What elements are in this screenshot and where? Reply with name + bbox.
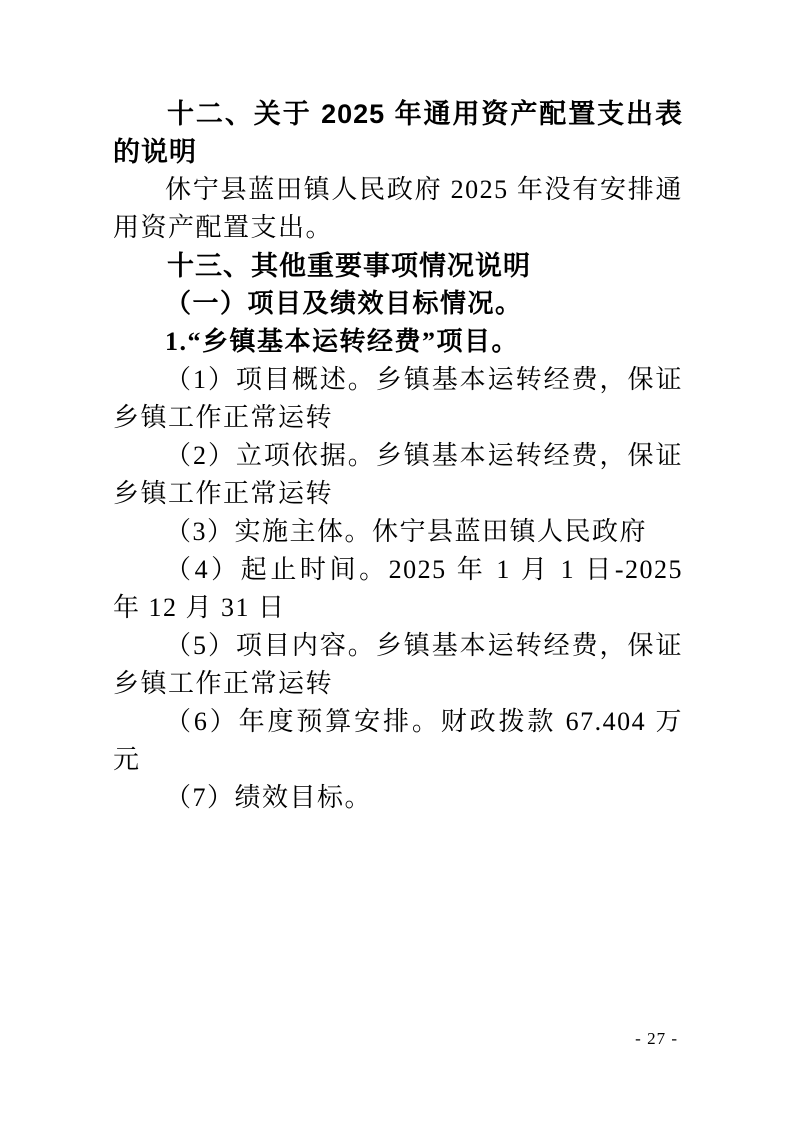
section-heading-12: 十二、关于 2025 年通用资产配置支出表的说明 bbox=[113, 99, 683, 167]
item-1-project-overview: （1）项目概述。乡镇基本运转经费，保证乡镇工作正常运转 bbox=[113, 365, 683, 432]
item-4-time-span: （4）起止时间。2025 年 1 月 1 日-2025 年 12 月 31 日 bbox=[113, 555, 683, 622]
item-7-performance-goal: （7）绩效目标。 bbox=[165, 783, 373, 812]
item-3-implementing-body: （3）实施主体。休宁县蓝田镇人民政府 bbox=[165, 517, 648, 546]
section-heading-13: 十三、其他重要事项情况说明 bbox=[167, 251, 531, 281]
document-content bbox=[113, 95, 683, 817]
item-5-project-content: （5）项目内容。乡镇基本运转经费，保证乡镇工作正常运转 bbox=[113, 631, 683, 698]
project-title: 1.“乡镇基本运转经费”项目。 bbox=[165, 327, 520, 356]
paragraph-asset-note: 休宁县蓝田镇人民政府 2025 年没有安排通用资产配置支出。 bbox=[113, 175, 683, 242]
page-number: - 27 - bbox=[635, 1029, 678, 1048]
item-2-project-basis: （2）立项依据。乡镇基本运转经费，保证乡镇工作正常运转 bbox=[113, 441, 683, 508]
subsection-heading-1: （一）项目及绩效目标情况。 bbox=[165, 289, 523, 318]
item-6-annual-budget: （6）年度预算安排。财政拨款 67.404 万元 bbox=[113, 707, 683, 774]
